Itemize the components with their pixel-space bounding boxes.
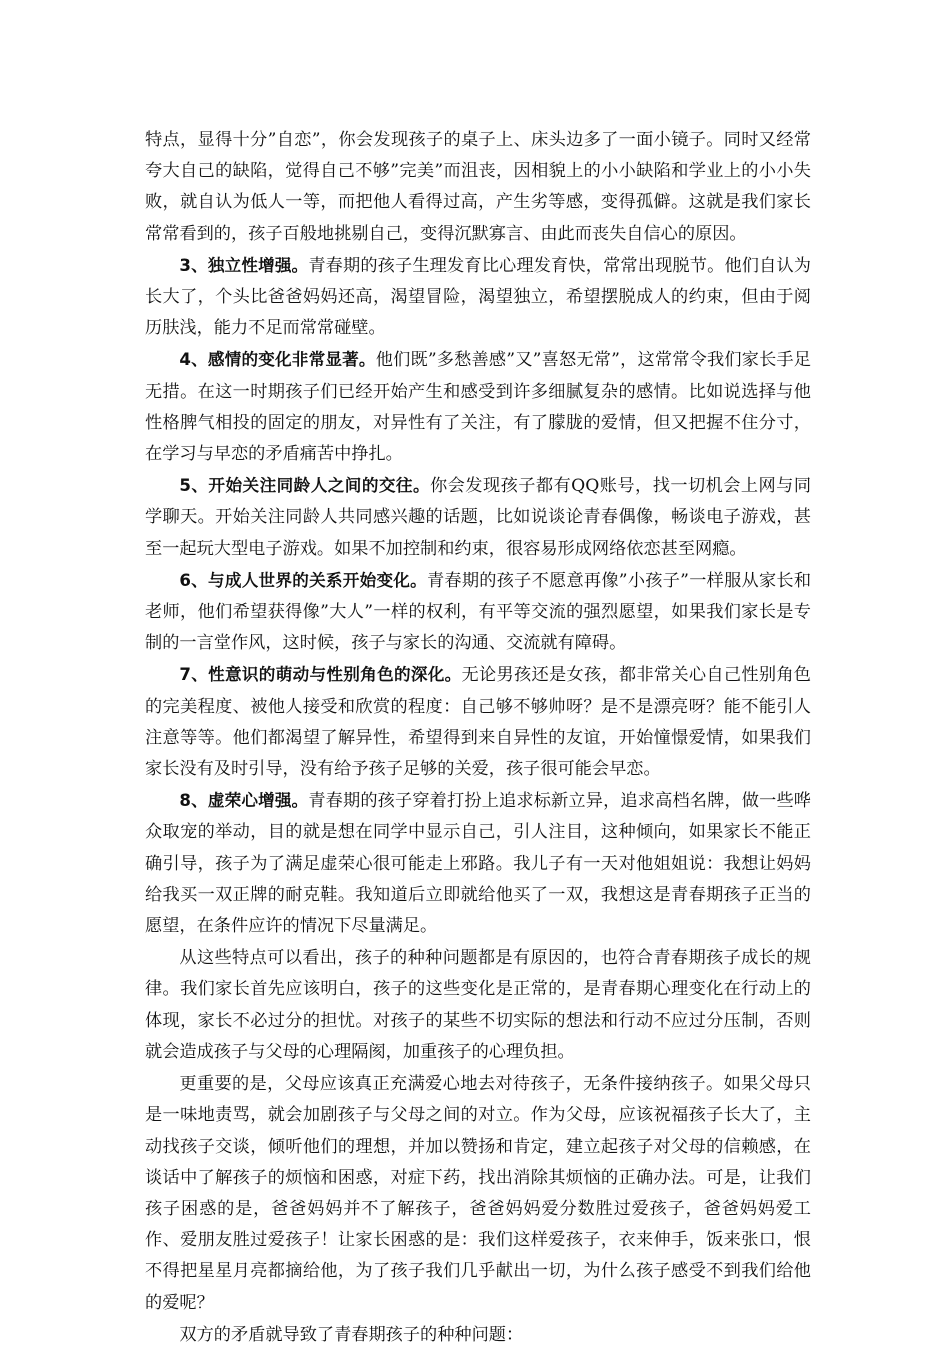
- paragraph-7: [145, 785, 811, 942]
- paragraph-heading: 7、性意识的萌动与性别角色的深化。: [179, 665, 462, 685]
- paragraph-text: 更重要的是，父母应该真正充满爱心地去对待孩子，无条件接纳孩子。如果父母只是一味地责骂，就会加剧孩子与父母之间的对立。作为父母，应该祝福孩子长大了，主动找孩子交谈，倾听他们的理想，并加以赞扬和肯定，建立起孩子对父母的信赖感，在谈话中了解孩子的烦恼和困惑，对症下药，找出消除其烦恼的正确办法。可是，让我们孩子困惑的是，爸爸妈妈并不了解孩子，爸爸妈妈爱分数胜过爱孩子，爸爸妈妈爱工作、爱朋友胜过爱孩子！让家长困惑的是：我们这样爱孩子，衣来伸手，饭来张口，恨不得把星星月亮都摘给他，为了孩子我们几乎献出一切，为什么孩子感受不到我们给他的爱呢？: [145, 1074, 811, 1313]
- paragraph-3: [145, 344, 811, 470]
- paragraph-text: 他们既”多愁善感”又”喜怒无常”，这常常令我们家长手足无措。在这一时期孩子们已经开始产生和感受到许多细腻复杂的感情。比如说选择与他性格脾气相投的固定的朋友，对异性有了关注，有了朦胧的爱情，但又把握不住分寸，在学习与早恋的矛盾痛苦中挣扎。: [145, 350, 811, 465]
- paragraph-10: [145, 1319, 811, 1351]
- paragraph-heading: 4、感情的变化非常显著。: [179, 350, 376, 370]
- paragraph-heading: 8、虚荣心增强。: [179, 791, 309, 811]
- paragraph-text: 从这些特点可以看出，孩子的种种问题都是有原因的，也符合青春期孩子成长的规律。我们家长首先应该明白，孩子的这些变化是正常的，是青春期心理变化在行动上的体现，家长不必过分的担忧。对孩子的某些不切实际的想法和行动不应过分压制，否则就会造成孩子与父母的心理隔阂，加重孩子的心理负担。: [145, 948, 811, 1062]
- document-body: [145, 124, 811, 1351]
- paragraph-text: 无论男孩还是女孩，都非常关心自己性别角色的完美程度、被他人接受和欣赏的程度：自己够不够帅呀？是不是漂亮呀？能不能引人注意等等。他们都渴望了解异性，希望得到来自异性的友谊，开始憧憬爱情，如果我们家长没有及时引导，没有给予孩子足够的关爱，孩子很可能会早恋。: [145, 665, 811, 780]
- paragraph-1: [145, 124, 811, 250]
- paragraph-heading: 6、与成人世界的关系开始变化。: [179, 570, 427, 590]
- paragraph-5: [145, 565, 811, 660]
- paragraph-9: [145, 1068, 811, 1319]
- paragraph-2: [145, 250, 811, 345]
- paragraph-6: [145, 659, 811, 785]
- paragraph-text: 特点，显得十分”自恋”，你会发现孩子的桌子上、床头边多了一面小镜子。同时又经常夸大自己的缺陷，觉得自己不够”完美”而沮丧，因相貌上的小小缺陷和学业上的小小失败，就自认为低人一等，而把他人看得过高，产生劣等感，变得孤僻。这就是我们家长常常看到的，孩子百般地挑剔自己，变得沉默寡言、由此而丧失自信心的原因。: [145, 130, 811, 244]
- paragraph-4: [145, 470, 811, 565]
- paragraph-text: 青春期的孩子不愿意再像”小孩子”一样服从家长和老师，他们希望获得像”大人”一样的权利，有平等交流的强烈愿望，如果我们家长是专制的一言堂作风，这时候，孩子与家长的沟通、交流就有障碍。: [145, 570, 812, 654]
- paragraph-text: 你会发现孩子都有QQ账号，找一切机会上网与同学聊天。开始关注同龄人共同感兴趣的话题，比如说谈论青春偶像，畅谈电子游戏，甚至一起玩大型电子游戏。如果不加控制和约束，很容易形成网络依恋甚至网瘾。: [145, 476, 812, 559]
- paragraph-text: 青春期的孩子生理发育比心理发育快，常常出现脱节。他们自认为长大了，个头比爸爸妈妈还高，渴望冒险，渴望独立，希望摆脱成人的约束，但由于阅历肤浅，能力不足而常常碰壁。: [145, 255, 811, 339]
- paragraph-text: 青春期的孩子穿着打扮上追求标新立异，追求高档名牌，做一些哗众取宠的举动，目的就是想在同学中显示自己，引人注目，这种倾向，如果家长不能正确引导，孩子为了满足虚荣心很可能走上邪路。我儿子有一天对他姐姐说：我想让妈妈给我买一双正牌的耐克鞋。我知道后立即就给他买了一双，我想这是青春期孩子正当的愿望，在条件应许的情况下尽量满足。: [145, 791, 811, 937]
- paragraph-heading: 3、独立性增强。: [179, 255, 309, 275]
- paragraph-heading: 5、开始关注同龄人之间的交往。: [179, 476, 431, 496]
- paragraph-text: 双方的矛盾就导致了青春期孩子的种种问题：: [179, 1324, 524, 1345]
- paragraph-8: [145, 942, 811, 1068]
